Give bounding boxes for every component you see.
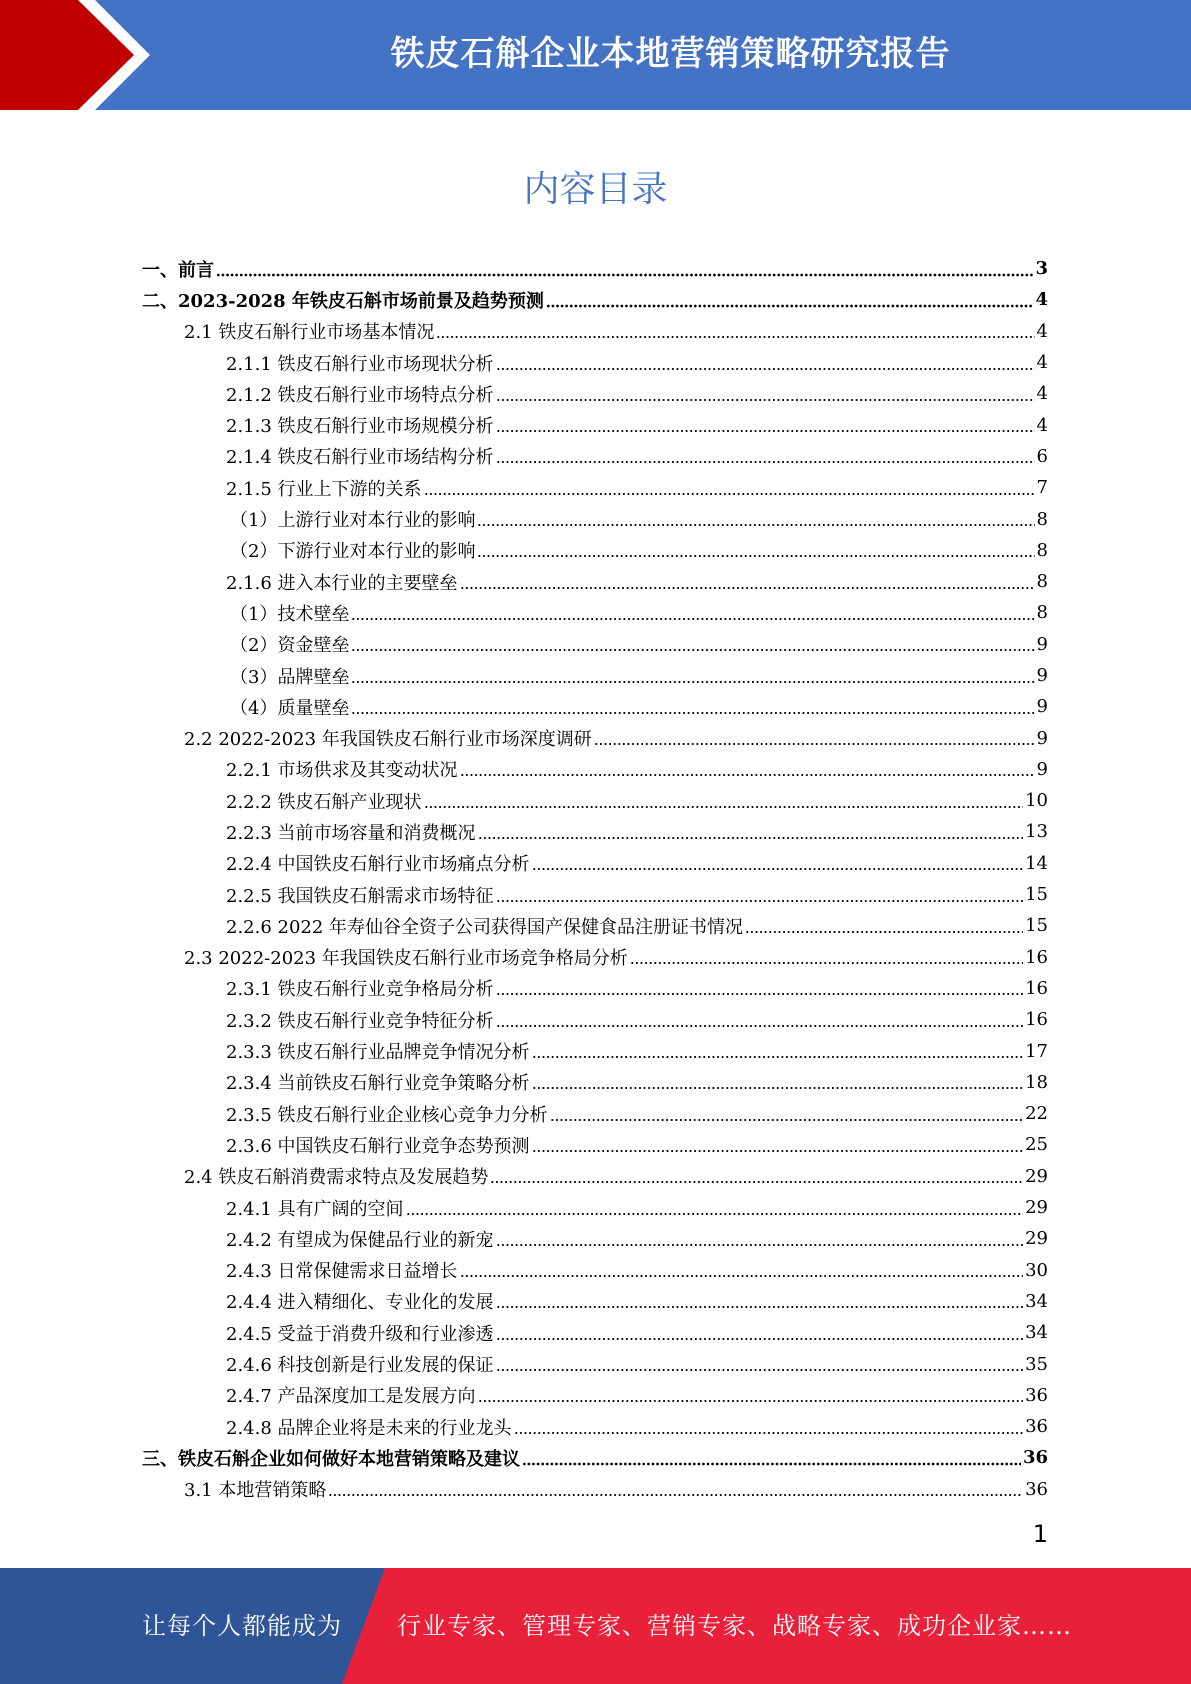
toc-entry[interactable] bbox=[142, 347, 1048, 378]
toc-entry-title: 2.3.1 铁皮石斛行业竞争格局分析 bbox=[226, 979, 494, 1001]
toc-entry-title: 2.1.3 铁皮石斛行业市场规模分析 bbox=[226, 416, 494, 438]
toc-dot-leader bbox=[460, 566, 1035, 597]
toc-dot-leader bbox=[478, 816, 1024, 847]
toc-entry-page: 17 bbox=[1025, 1040, 1048, 1062]
toc-entry[interactable] bbox=[142, 1317, 1048, 1348]
toc-dot-leader bbox=[496, 441, 1035, 472]
toc-entry-page: 25 bbox=[1025, 1134, 1048, 1156]
toc-entry-title: 2.2.3 当前市场容量和消费概况 bbox=[226, 822, 476, 844]
toc-entry-title: （2）下游行业对本行业的影响 bbox=[230, 541, 476, 563]
toc-entry-title: 2.4 铁皮石斛消费需求特点及发展趋势 bbox=[184, 1167, 489, 1189]
toc-entry-page: 18 bbox=[1025, 1071, 1048, 1093]
toc-entry-page: 4 bbox=[1036, 352, 1048, 374]
toc-entry-page: 10 bbox=[1025, 790, 1048, 812]
toc-entry-page: 8 bbox=[1036, 602, 1048, 624]
toc-dot-leader bbox=[496, 1223, 1024, 1254]
toc-entry-page: 16 bbox=[1025, 946, 1048, 968]
toc-entry-page: 8 bbox=[1036, 539, 1048, 561]
toc-dot-leader bbox=[514, 1411, 1024, 1442]
toc-entry-page: 3 bbox=[1035, 258, 1048, 280]
toc-entry-page: 36 bbox=[1022, 1447, 1048, 1469]
toc-entry-page: 34 bbox=[1025, 1322, 1048, 1344]
toc-entry-page: 6 bbox=[1036, 445, 1048, 467]
toc-entry[interactable] bbox=[142, 973, 1048, 1004]
toc-entry[interactable] bbox=[142, 409, 1048, 440]
toc-dot-leader bbox=[550, 1098, 1024, 1129]
toc-dot-leader bbox=[532, 1035, 1024, 1066]
toc-dot-leader bbox=[496, 1004, 1024, 1035]
toc-entry-page: 36 bbox=[1025, 1478, 1048, 1500]
toc-entry-title: 2.4.4 进入精细化、专业化的发展 bbox=[226, 1292, 494, 1314]
toc-entry[interactable] bbox=[142, 1098, 1048, 1129]
toc-entry[interactable] bbox=[142, 597, 1048, 628]
toc-entry-title: 2.1.6 进入本行业的主要壁垒 bbox=[226, 572, 458, 594]
toc-dot-leader bbox=[496, 879, 1024, 910]
toc-entry-page: 4 bbox=[1036, 414, 1048, 436]
toc-entry-page: 29 bbox=[1025, 1228, 1048, 1250]
toc-entry[interactable] bbox=[142, 1223, 1048, 1254]
toc-entry-title: 2.4.6 科技创新是行业发展的保证 bbox=[226, 1355, 494, 1377]
toc-dot-leader bbox=[478, 1380, 1024, 1411]
toc-entry-page: 4 bbox=[1036, 320, 1048, 342]
toc-entry-title: （2）资金壁垒 bbox=[230, 635, 350, 657]
toc-entry[interactable] bbox=[142, 848, 1048, 879]
toc-entry-title: 2.4.5 受益于消费升级和行业渗透 bbox=[226, 1323, 494, 1345]
toc-entry[interactable] bbox=[142, 722, 1048, 753]
toc-entry[interactable] bbox=[142, 316, 1048, 347]
footer-banner bbox=[0, 1568, 1191, 1684]
toc-entry[interactable] bbox=[142, 754, 1048, 785]
toc-entry-page: 4 bbox=[1036, 383, 1048, 405]
toc-entry[interactable] bbox=[142, 942, 1048, 973]
toc-entry-title: （1）上游行业对本行业的影响 bbox=[230, 510, 476, 532]
toc-entry-title: 3.1 本地营销策略 bbox=[184, 1480, 327, 1502]
toc-dot-leader bbox=[477, 503, 1034, 534]
toc-entry-page: 9 bbox=[1036, 758, 1048, 780]
toc-entry-title: （1）技术壁垒 bbox=[230, 603, 350, 625]
toc-dot-leader bbox=[351, 691, 1034, 722]
toc-entry-title: 2.4.2 有望成为保健品行业的新宠 bbox=[226, 1229, 494, 1251]
toc-entry[interactable] bbox=[142, 253, 1048, 284]
toc-entry-page: 13 bbox=[1025, 821, 1048, 843]
toc-dot-leader bbox=[594, 722, 1035, 753]
toc-entry-page: 9 bbox=[1036, 633, 1048, 655]
toc-entry[interactable] bbox=[142, 1067, 1048, 1098]
toc-entry-title: 2.1.4 铁皮石斛行业市场结构分析 bbox=[226, 447, 494, 469]
toc-entry-page: 4 bbox=[1035, 289, 1048, 311]
header-banner bbox=[0, 0, 1191, 110]
toc-entry-title: 2.4.3 日常保健需求日益增长 bbox=[226, 1261, 458, 1283]
table-of-contents bbox=[142, 253, 1048, 1505]
toc-entry-page: 9 bbox=[1036, 696, 1048, 718]
toc-entry-title: 2.3.4 当前铁皮石斛行业竞争策略分析 bbox=[226, 1073, 530, 1095]
toc-entry[interactable] bbox=[142, 472, 1048, 503]
toc-entry[interactable] bbox=[142, 1004, 1048, 1035]
toc-entry-title: 2.1.2 铁皮石斛行业市场特点分析 bbox=[226, 384, 494, 406]
toc-entry[interactable] bbox=[142, 1474, 1048, 1505]
toc-dot-leader bbox=[216, 253, 1033, 284]
toc-entry[interactable] bbox=[142, 1411, 1048, 1442]
chevron-red-fill bbox=[0, 0, 134, 110]
toc-entry-page: 36 bbox=[1025, 1416, 1048, 1438]
toc-entry-page: 15 bbox=[1025, 915, 1048, 937]
toc-dot-leader bbox=[522, 1442, 1021, 1473]
toc-entry[interactable] bbox=[142, 441, 1048, 472]
toc-entry-title: 2.3 2022-2023 年我国铁皮石斛行业市场竞争格局分析 bbox=[184, 948, 628, 970]
toc-dot-leader bbox=[424, 785, 1024, 816]
toc-entry-title: 2.3.2 铁皮石斛行业竞争特征分析 bbox=[226, 1010, 494, 1032]
toc-entry-title: 2.3.3 铁皮石斛行业品牌竞争情况分析 bbox=[226, 1042, 530, 1064]
toc-entry[interactable] bbox=[142, 1035, 1048, 1066]
toc-entry-page: 29 bbox=[1025, 1165, 1048, 1187]
toc-entry[interactable] bbox=[142, 378, 1048, 409]
toc-entry-page: 35 bbox=[1025, 1353, 1048, 1375]
toc-dot-leader bbox=[546, 284, 1034, 315]
toc-dot-leader bbox=[496, 378, 1035, 409]
toc-entry-title: 2.2.4 中国铁皮石斛行业市场痛点分析 bbox=[226, 854, 530, 876]
toc-entry-page: 9 bbox=[1036, 727, 1048, 749]
toc-heading: 内容目录 bbox=[523, 169, 668, 210]
toc-entry-title: 2.1 铁皮石斛行业市场基本情况 bbox=[184, 322, 435, 344]
toc-dot-leader bbox=[745, 910, 1023, 941]
toc-entry-title: （3）品牌壁垒 bbox=[230, 666, 350, 688]
toc-entry-title: 2.3.5 铁皮石斛行业企业核心竞争力分析 bbox=[226, 1104, 548, 1126]
toc-entry-page: 16 bbox=[1025, 1009, 1048, 1031]
toc-dot-leader bbox=[460, 1255, 1024, 1286]
toc-dot-leader bbox=[490, 1161, 1023, 1192]
toc-entry-title: 2.2.2 铁皮石斛产业现状 bbox=[226, 791, 422, 813]
toc-entry[interactable] bbox=[142, 1129, 1048, 1160]
toc-entry[interactable] bbox=[142, 910, 1048, 941]
toc-entry[interactable] bbox=[142, 535, 1048, 566]
toc-entry[interactable] bbox=[142, 1192, 1048, 1223]
header-chevron-icon bbox=[0, 0, 160, 110]
toc-dot-leader bbox=[496, 973, 1024, 1004]
toc-dot-leader bbox=[477, 535, 1034, 566]
toc-dot-leader bbox=[351, 629, 1034, 660]
toc-entry[interactable] bbox=[142, 1255, 1048, 1286]
toc-entry-title: 三、铁皮石斛企业如何做好本地营销策略及建议 bbox=[142, 1448, 520, 1470]
toc-entry[interactable] bbox=[142, 785, 1048, 816]
toc-entry-page: 16 bbox=[1025, 977, 1048, 999]
toc-entry-title: 2.1.1 铁皮石斛行业市场现状分析 bbox=[226, 353, 494, 375]
toc-dot-leader bbox=[532, 1067, 1024, 1098]
toc-dot-leader bbox=[496, 409, 1035, 440]
toc-dot-leader bbox=[532, 848, 1024, 879]
toc-dot-leader bbox=[424, 472, 1035, 503]
toc-entry-title: 二、2023-2028 年铁皮石斛市场前景及趋势预测 bbox=[142, 290, 544, 312]
page-number: 1 bbox=[1032, 1520, 1048, 1548]
toc-entry-title: 2.2.1 市场供求及其变动状况 bbox=[226, 760, 458, 782]
toc-dot-leader bbox=[496, 1317, 1024, 1348]
toc-dot-leader bbox=[328, 1474, 1023, 1505]
toc-entry-page: 29 bbox=[1025, 1197, 1048, 1219]
toc-entry-page: 22 bbox=[1025, 1103, 1048, 1125]
toc-dot-leader bbox=[496, 1348, 1024, 1379]
toc-entry-title: 2.4.1 具有广阔的空间 bbox=[226, 1198, 404, 1220]
toc-entry-title: 2.1.5 行业上下游的关系 bbox=[226, 478, 422, 500]
toc-dot-leader bbox=[351, 597, 1034, 628]
toc-entry-title: 2.2 2022-2023 年我国铁皮石斛行业市场深度调研 bbox=[184, 729, 592, 751]
footer-slogan-right: 行业专家、管理专家、营销专家、战略专家、成功企业家…… bbox=[397, 1612, 1072, 1640]
toc-entry[interactable] bbox=[142, 566, 1048, 597]
toc-entry-title: 2.2.5 我国铁皮石斛需求市场特征 bbox=[226, 885, 494, 907]
toc-entry[interactable] bbox=[142, 1348, 1048, 1379]
toc-dot-leader bbox=[496, 347, 1035, 378]
toc-entry[interactable] bbox=[142, 691, 1048, 722]
toc-entry-title: （4）质量壁垒 bbox=[230, 697, 350, 719]
report-title: 铁皮石斛企业本地营销策略研究报告 bbox=[390, 34, 951, 74]
toc-entry[interactable] bbox=[142, 629, 1048, 660]
toc-entry-page: 15 bbox=[1025, 884, 1048, 906]
toc-entry-title: 2.4.8 品牌企业将是未来的行业龙头 bbox=[226, 1417, 512, 1439]
toc-dot-leader bbox=[406, 1192, 1024, 1223]
toc-entry-page: 8 bbox=[1036, 571, 1048, 593]
toc-entry[interactable] bbox=[142, 879, 1048, 910]
toc-entry[interactable] bbox=[142, 284, 1048, 315]
toc-entry-page: 36 bbox=[1025, 1384, 1048, 1406]
toc-entry-page: 34 bbox=[1025, 1290, 1048, 1312]
toc-entry-title: 2.2.6 2022 年寿仙谷全资子公司获得国产保健食品注册证书情况 bbox=[226, 916, 744, 938]
toc-entry[interactable] bbox=[142, 660, 1048, 691]
toc-dot-leader bbox=[496, 1286, 1024, 1317]
toc-dot-leader bbox=[460, 754, 1035, 785]
footer-slogan-left: 让每个人都能成为 bbox=[142, 1612, 342, 1640]
toc-entry-page: 7 bbox=[1036, 477, 1048, 499]
toc-entry[interactable] bbox=[142, 503, 1048, 534]
toc-entry[interactable] bbox=[142, 1161, 1048, 1192]
toc-entry-page: 8 bbox=[1036, 508, 1048, 530]
toc-entry-title: 一、前言 bbox=[142, 259, 214, 281]
toc-entry[interactable] bbox=[142, 1442, 1048, 1473]
toc-entry[interactable] bbox=[142, 1380, 1048, 1411]
toc-entry[interactable] bbox=[142, 1286, 1048, 1317]
toc-dot-leader bbox=[630, 942, 1023, 973]
toc-dot-leader bbox=[532, 1129, 1024, 1160]
toc-entry-page: 9 bbox=[1036, 665, 1048, 686]
toc-entry[interactable] bbox=[142, 816, 1048, 847]
toc-entry-page: 30 bbox=[1025, 1259, 1048, 1281]
toc-dot-leader bbox=[351, 660, 1034, 691]
toc-entry-page: 14 bbox=[1025, 852, 1048, 874]
toc-dot-leader bbox=[436, 316, 1034, 347]
toc-entry-title: 2.3.6 中国铁皮石斛行业竞争态势预测 bbox=[226, 1135, 530, 1157]
toc-entry-title: 2.4.7 产品深度加工是发展方向 bbox=[226, 1386, 476, 1408]
